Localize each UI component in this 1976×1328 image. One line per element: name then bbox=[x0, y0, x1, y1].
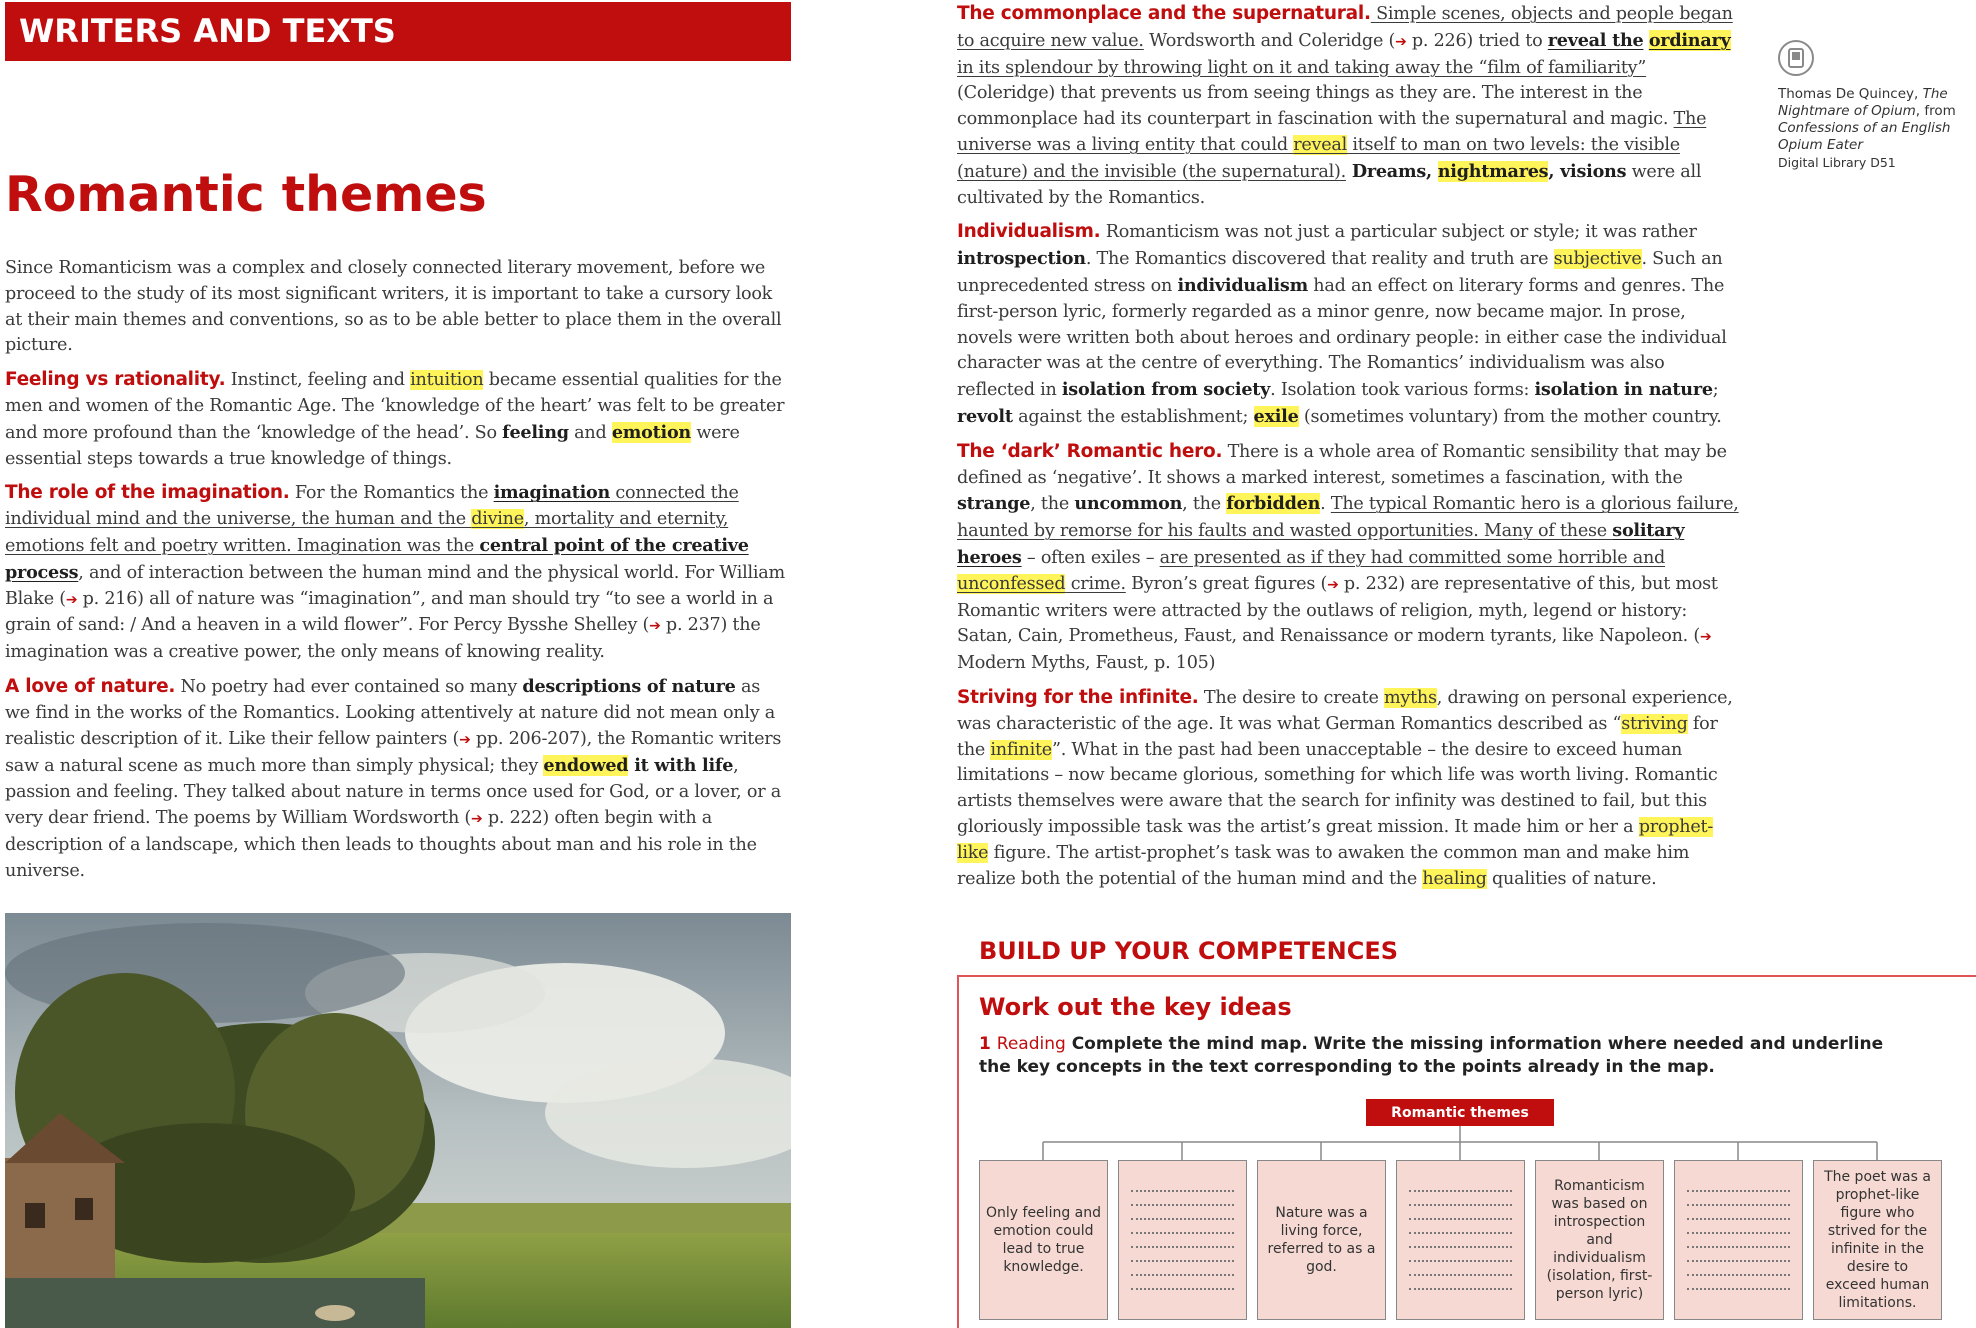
highlight: endowed bbox=[543, 755, 629, 777]
note-caption bbox=[1778, 86, 1974, 172]
hero-paragraph bbox=[957, 439, 1743, 677]
text: . Such an unprecedented stress on bbox=[957, 249, 1723, 296]
infinite-heading: Striving for the infinite. bbox=[957, 686, 1199, 708]
commonplace-paragraph bbox=[957, 1, 1743, 211]
text: were all cultivated by the Romantics. bbox=[957, 161, 1702, 208]
text: p. 232) are representative of this, but most Romantic writers were attracted by the outlaws of religion, myth, legend or history: Satan, Cain, Prometheus, Faust, and Renaissance or modern tyrants, like Napoleon. ( bbox=[957, 573, 1718, 647]
text: The desire to create bbox=[1198, 687, 1384, 708]
text: for the bbox=[957, 713, 1718, 760]
bold-term: it with life bbox=[628, 755, 734, 777]
highlight: subjective bbox=[1553, 249, 1642, 270]
text: Instinct, feeling and bbox=[225, 370, 411, 391]
landscape-painting bbox=[5, 913, 791, 1328]
highlight: prophet-like bbox=[957, 816, 1714, 863]
text: Byron’s great figures ( bbox=[1125, 573, 1328, 594]
arrow-icon: ➔ bbox=[65, 591, 78, 608]
mindmap-box-3: Nature was a living force, referred to as a god. bbox=[1257, 1160, 1386, 1320]
text: , passion and feeling. They talked about nature in terms once used for God, or a lover, or a very dear friend. The poems by William Wordsworth ( bbox=[5, 756, 781, 828]
bold-term: strange bbox=[957, 493, 1031, 515]
left-column bbox=[5, 256, 789, 892]
text: pp. 206-207), the Romantic writers saw a natural scene as much more than simply physical; they bbox=[5, 728, 782, 777]
library-ref[interactable]: Digital Library D51 bbox=[1778, 155, 1896, 170]
digital-library-note bbox=[1778, 40, 1974, 172]
competences-title: BUILD UP YOUR COMPETENCES bbox=[979, 937, 1398, 965]
bold-term: imagination bbox=[493, 482, 611, 504]
bold-term: solitary heroes bbox=[957, 520, 1685, 568]
caption-title: The Nightmare of Opium bbox=[1778, 86, 1948, 119]
text: ; bbox=[1712, 380, 1719, 401]
mindmap-box-6-blank[interactable] bbox=[1674, 1160, 1803, 1320]
underlined-text: are presented as if they had committed some horrible and bbox=[1159, 547, 1666, 568]
section-header-label: WRITERS AND TEXTS bbox=[19, 12, 396, 50]
exercise-number: 1 bbox=[979, 1034, 991, 1054]
feeling-paragraph bbox=[5, 367, 789, 472]
highlight: divine bbox=[471, 509, 524, 530]
exercise-text: Complete the mind map. Write the missing information where needed and underline the key concepts in the text corresponding to the points already in the map. bbox=[979, 1034, 1884, 1077]
underlined-text: itself to man on two levels: the visible (nature) and the invisible (the supernatural). bbox=[957, 134, 1680, 182]
highlight: infinite bbox=[990, 739, 1052, 760]
individualism-heading: Individualism. bbox=[957, 221, 1101, 243]
text: p. 222) often begin with a description of a landscape, which then leads to thoughts about man and his role in the universe. bbox=[5, 807, 757, 881]
text: and bbox=[568, 422, 612, 443]
text: p. 216) all of nature was “imagination”, and man should try “to see a world in a grain of sand: / And a heaven in a wild flower”. For Percy Bysshe Shelley ( bbox=[5, 588, 774, 636]
intro-paragraph: Since Romanticism was a complex and closely connected literary movement, before we proceed to the study of its most significant writers, it is important to take a cursory look at their main themes and conventions, so as to be able better to place them in the overall picture. bbox=[5, 258, 782, 356]
competences-subtitle: Work out the key ideas bbox=[979, 993, 1292, 1021]
text: p. 226) tried to bbox=[1406, 30, 1548, 51]
bold-term: isolation from society bbox=[1061, 379, 1271, 401]
highlight: healing bbox=[1422, 868, 1487, 889]
text: had an effect on literary forms and genres. The first-person lyric, formerly regarded as a minor genre, now became major. In prose, novels were written both about heroes and ordinary people: in either case the individual character was at the centre of everything. The Romantics’ individualism was also reflected in bbox=[957, 275, 1727, 401]
highlight: ordinary bbox=[1648, 29, 1731, 51]
caption-book: Confessions of an English Opium Eater bbox=[1778, 120, 1951, 153]
highlight: intuition bbox=[410, 370, 484, 391]
bold-term: , visions bbox=[1548, 160, 1627, 182]
text: , drawing on personal experience, was characteristic of the age. It was what German Romantics described as “ bbox=[957, 687, 1733, 734]
exercise-instruction bbox=[979, 1033, 1919, 1079]
bold-term: individualism bbox=[1177, 274, 1308, 296]
arrow-icon: ➔ bbox=[471, 810, 483, 827]
text: (sometimes voluntary) from the mother country. bbox=[1298, 406, 1722, 427]
mindmap-box-7: The poet was a prophet-like figure who strived for the infinite in the desire to exceed human limitations. bbox=[1813, 1160, 1942, 1320]
exercise-tag: Reading bbox=[996, 1034, 1066, 1054]
underlined-text: The universe was a living entity that could bbox=[957, 109, 1707, 155]
imagination-heading: The role of the imagination. bbox=[5, 482, 290, 504]
underlined-text: , mortality and eternity, emotions felt and poetry written. Imagination was the bbox=[5, 509, 729, 556]
text: There is a whole area of Romantic sensibility that may be defined as ‘negative’. It shows a marked interest, sometimes a fascination, with the bbox=[957, 441, 1727, 488]
blank-lines bbox=[1681, 1190, 1796, 1290]
underlined-text: connected the individual mind and the universe, the human and the bbox=[5, 483, 739, 530]
blank-lines bbox=[1125, 1190, 1240, 1290]
page-title: Romantic themes bbox=[5, 166, 487, 223]
underlined-text: Simple scenes, objects and people began to acquire new value. bbox=[957, 4, 1733, 51]
bold-term: central point of the creative process bbox=[5, 534, 749, 583]
arrow-icon: ➔ bbox=[459, 731, 471, 748]
highlight: nightmares bbox=[1437, 160, 1549, 182]
mindmap-box-2-blank[interactable] bbox=[1118, 1160, 1247, 1320]
right-column bbox=[957, 1, 1743, 900]
text: were essential steps towards a true knowledge of things. bbox=[5, 422, 740, 469]
arrow-icon: ➔ bbox=[1699, 629, 1712, 646]
section-header bbox=[5, 2, 791, 61]
arrow-icon: ➔ bbox=[1395, 33, 1407, 50]
individualism-paragraph bbox=[957, 219, 1743, 430]
hero-heading: The ‘dark’ Romantic hero. bbox=[957, 440, 1223, 462]
text: , and of interaction between the human mind and the physical world. For William Blake ( bbox=[5, 562, 785, 609]
highlight: unconfessed bbox=[957, 573, 1066, 594]
competences-panel bbox=[957, 937, 1976, 1328]
imagination-paragraph bbox=[5, 480, 789, 666]
text: . The Romantics discovered that reality and truth are bbox=[1085, 249, 1554, 270]
text: became essential qualities for the men and women of the Romantic Age. The ‘knowledge of the heart’ was felt to be greater and more profound than the ‘knowledge of the head’. So bbox=[5, 370, 785, 443]
mindmap-box-1: Only feeling and emotion could lead to true knowledge. bbox=[979, 1160, 1108, 1320]
text: as we find in the works of the Romantics. Looking attentively at nature did not mean only a realistic description of it. Like their fellow painters ( bbox=[5, 676, 776, 749]
underlined-text: The typical Romantic hero is a glorious failure, haunted by remorse for his faults and wasted opportunities. Many of these bbox=[957, 494, 1739, 542]
highlight: reveal bbox=[1293, 134, 1347, 155]
caption-from: , from bbox=[1915, 103, 1956, 119]
text: . Isolation took various forms: bbox=[1270, 380, 1535, 401]
bold-term: introspection bbox=[957, 248, 1086, 270]
arrow-icon: ➔ bbox=[1327, 576, 1339, 593]
text: Modern Myths, Faust, p. 105) bbox=[957, 653, 1216, 674]
text: Romanticism was not just a particular subject or style; it was rather bbox=[1100, 222, 1697, 243]
text: . bbox=[1320, 494, 1331, 515]
bold-term: revolt bbox=[957, 405, 1013, 427]
bold-term: uncommon bbox=[1074, 493, 1183, 515]
text: qualities of nature. bbox=[1486, 868, 1657, 889]
highlight: emotion bbox=[611, 421, 691, 443]
text: ”. What in the past had been unacceptable – the desire to exceed human limitations – now became glorious, something for which life was worth living. Romantic artists themselves were aware that the search for infinity was destined to fail, but this gloriously impossible task was the artist’s great mission. It made him or her a bbox=[957, 739, 1718, 837]
mindmap-box-4-blank[interactable] bbox=[1396, 1160, 1525, 1320]
caption-author: Thomas De Quincey, bbox=[1778, 86, 1923, 102]
bold-term: reveal the bbox=[1547, 29, 1644, 51]
text: , the bbox=[1182, 494, 1227, 515]
text: Wordsworth and Coleridge ( bbox=[1143, 30, 1396, 51]
text: (Coleridge) that prevents us from seeing things as they are. The interest in the commonplace had its counterpart in fascination with the supernatural and magic. bbox=[957, 83, 1674, 130]
landscape-painting-svg bbox=[5, 913, 791, 1328]
text: figure. The artist-prophet’s task was to awaken the common man and make him realize both the potential of the human mind and the bbox=[957, 842, 1690, 889]
mindmap-root: Romantic themes bbox=[1366, 1099, 1554, 1126]
bold-term: isolation in nature bbox=[1534, 379, 1713, 401]
arrow-icon: ➔ bbox=[649, 618, 661, 635]
text: No poetry had ever contained so many bbox=[175, 676, 523, 697]
highlight: forbidden bbox=[1226, 493, 1321, 515]
text: For the Romantics the bbox=[289, 483, 494, 504]
bold-term: descriptions of nature bbox=[522, 675, 736, 697]
highlight: striving bbox=[1621, 713, 1688, 734]
infinite-paragraph bbox=[957, 685, 1743, 892]
nature-heading: A love of nature. bbox=[5, 675, 176, 697]
highlight: exile bbox=[1253, 405, 1299, 427]
highlight: myths bbox=[1383, 687, 1437, 708]
bold-term: feeling bbox=[502, 421, 569, 443]
commonplace-heading: The commonplace and the supernatural. bbox=[957, 3, 1371, 24]
text: against the establishment; bbox=[1012, 406, 1254, 427]
nature-paragraph bbox=[5, 674, 789, 884]
text: p. 237) the imagination was a creative power, the only means of knowing reality. bbox=[5, 615, 761, 663]
blank-lines bbox=[1403, 1190, 1518, 1290]
text: – often exiles – bbox=[1021, 547, 1160, 568]
feeling-heading: Feeling vs rationality. bbox=[5, 369, 226, 391]
underlined-text: in its splendour by throwing light on it and taking away the “film of familiarity” bbox=[957, 57, 1647, 78]
text: , the bbox=[1030, 494, 1075, 515]
mindmap-box-5: Romanticism was based on introspection and individualism (isolation, first-person lyric) bbox=[1535, 1160, 1664, 1320]
book-icon[interactable] bbox=[1778, 40, 1814, 76]
bold-term: Dreams, bbox=[1345, 160, 1438, 182]
book-icon-glyph bbox=[1788, 48, 1804, 68]
underlined-text: crime. bbox=[1065, 573, 1126, 594]
